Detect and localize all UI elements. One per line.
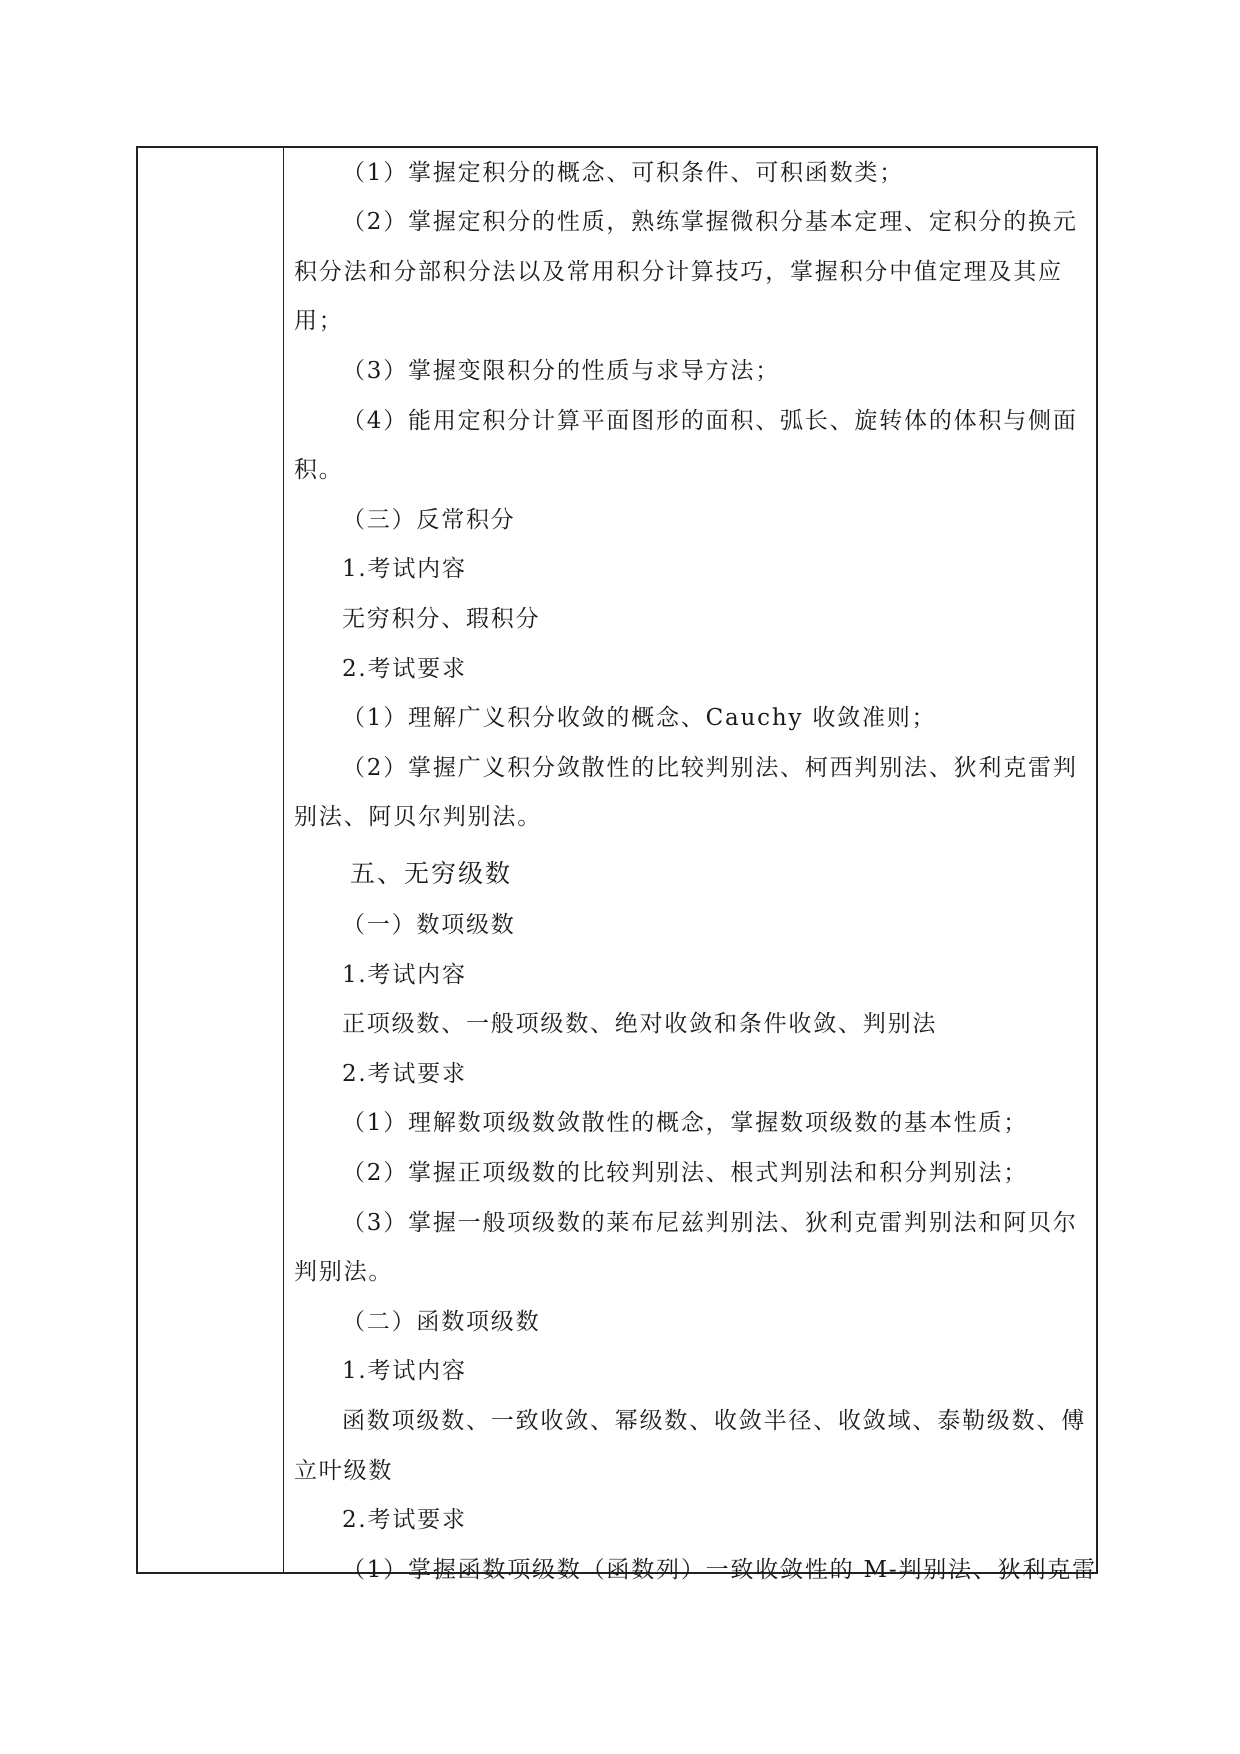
text-line: （3）掌握变限积分的性质与求导方法；: [342, 358, 781, 384]
text-line: 1.考试内容: [342, 1358, 467, 1384]
section-heading: 五、无穷级数: [350, 859, 513, 888]
text-line: 立叶级数: [294, 1458, 394, 1484]
table-content-cell: [294, 148, 1097, 1583]
text-line: （3）掌握一般项级数的莱布尼兹判别法、狄利克雷判别法和阿贝尔: [342, 1210, 1078, 1236]
text-line: 用；: [294, 308, 344, 334]
text-line: 积。: [294, 457, 344, 483]
text-line: 无穷积分、瑕积分: [342, 606, 541, 632]
text-line: （1）理解数项级数敛散性的概念，掌握数项级数的基本性质；: [342, 1110, 1029, 1136]
subsection-title: （二）函数项级数: [342, 1309, 541, 1335]
syllabus-table: [136, 146, 1098, 1583]
text-line: （2）掌握定积分的性质，熟练掌握微积分基本定理、定积分的换元: [342, 209, 1078, 235]
text-line: 2.考试要求: [342, 1061, 467, 1087]
text-line: （2）掌握正项级数的比较判别法、根式判别法和积分判别法；: [342, 1160, 1029, 1186]
text-line: 判别法。: [294, 1259, 394, 1285]
text-line: （1）理解广义积分收敛的概念、Cauchy 收敛准则；: [342, 705, 937, 731]
text-line: （1）掌握定积分的概念、可积条件、可积函数类；: [342, 160, 905, 186]
text-line: 2.考试要求: [342, 656, 467, 682]
text-line: 积分法和分部积分法以及常用积分计算技巧，掌握积分中值定理及其应: [294, 259, 1063, 285]
text-line: 2.考试要求: [342, 1507, 467, 1533]
text-line: （2）掌握广义积分敛散性的比较判别法、柯西判别法、狄利克雷判: [342, 755, 1078, 781]
text-line: 函数项级数、一致收敛、幂级数、收敛半径、收敛域、泰勒级数、傅: [342, 1408, 1086, 1434]
text-line: 正项级数、一般项级数、绝对收敛和条件收敛、判别法: [342, 1011, 938, 1037]
table-left-column: [138, 148, 284, 1572]
subsection-title: （一）数项级数: [342, 912, 516, 938]
text-line: 别法、阿贝尔判别法。: [294, 804, 542, 830]
text-line: （1）掌握函数项级数（函数列）一致收敛性的 M-判别法、狄利克雷: [342, 1557, 1097, 1583]
text-line: （4）能用定积分计算平面图形的面积、弧长、旋转体的体积与侧面: [342, 408, 1078, 434]
text-line: 1.考试内容: [342, 556, 467, 582]
text-line: 1.考试内容: [342, 962, 467, 988]
subsection-title: （三）反常积分: [342, 507, 516, 533]
